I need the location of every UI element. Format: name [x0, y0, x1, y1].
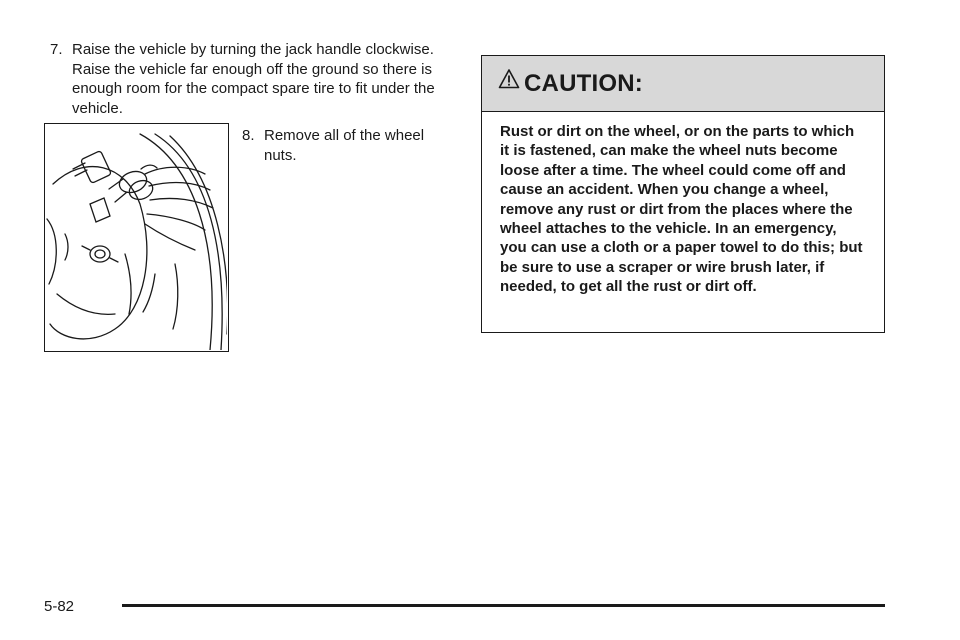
step-7-number: 7. [50, 41, 63, 58]
caution-text: Rust or dirt on the wheel, or on the parts to which it is fastened, can make the wheel nuts become loose after a time. The wheel could come off and cause an accident. When you change a wheel, remove any rust or dirt from the places where the wheel attaches to the vehicle. In an emergency, you can use a cloth or a paper towel to do this; but be sure to use a scraper or wire brush later, if needed, to get all the rust or dirt off. [500, 123, 863, 296]
wheel-nut-illustration [44, 123, 229, 352]
step-8-text: Remove all of the wheel nuts. [264, 127, 425, 164]
caution-title: CAUTION: [524, 69, 643, 97]
caution-header [482, 56, 884, 112]
step-7-text: Raise the vehicle by turning the jack handle clockwise. Raise the vehicle far enough off the ground so there is enough room for the compact spare tire to fit under the vehicle. [72, 41, 435, 117]
step-8 [242, 126, 442, 165]
footer-rule [122, 604, 885, 607]
warning-triangle-icon [498, 68, 520, 90]
step-8-number: 8. [242, 127, 255, 144]
page-number: 5-82 [44, 598, 75, 615]
caution-box [481, 55, 885, 333]
wheel-nut-drawing [45, 124, 227, 350]
step-7 [50, 40, 440, 118]
